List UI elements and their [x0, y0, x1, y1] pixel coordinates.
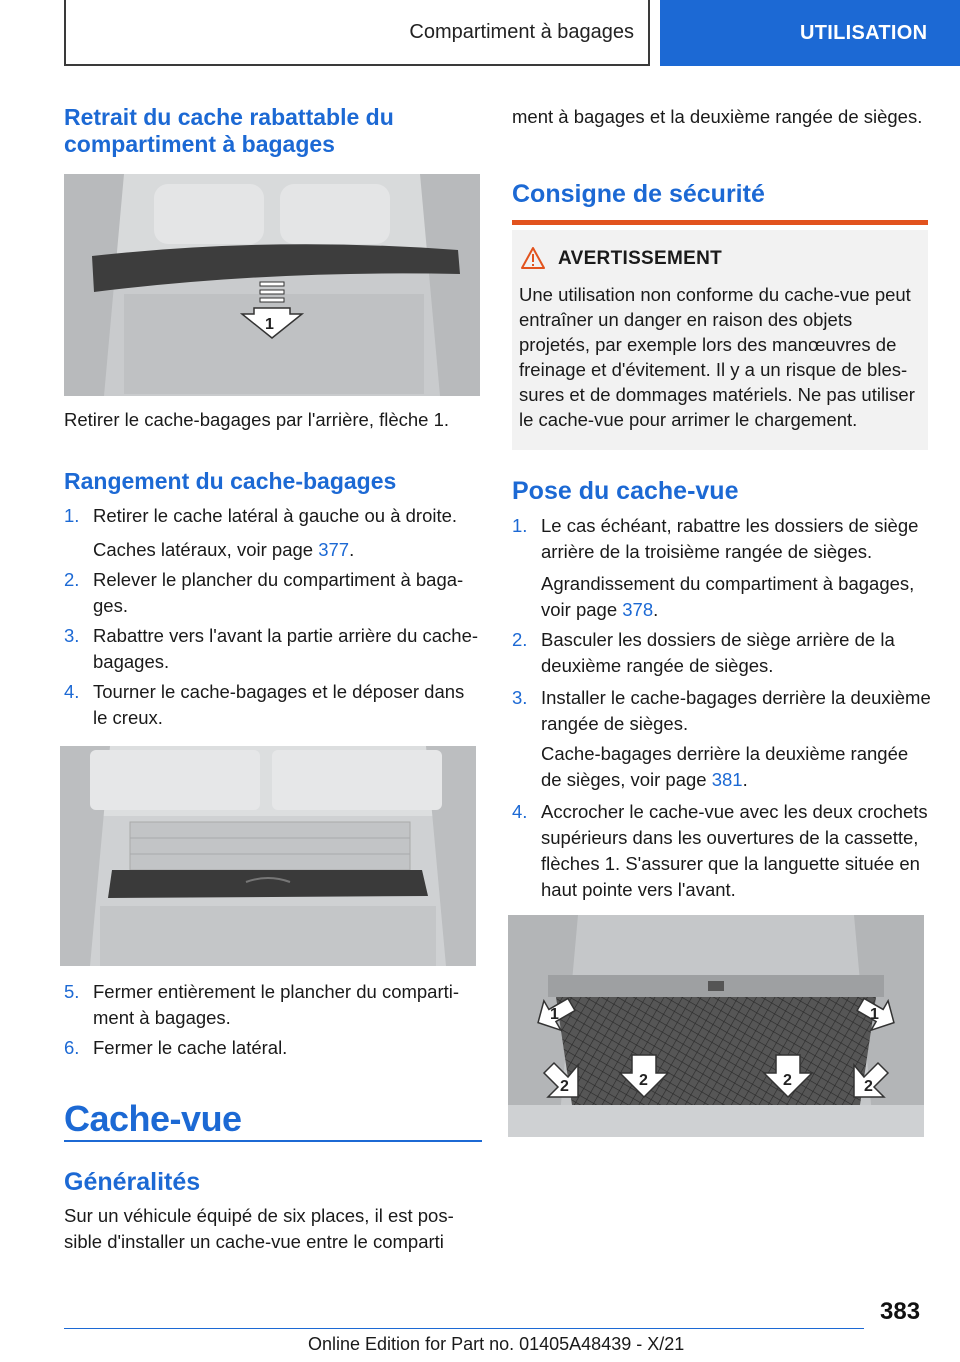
step-number: 3.	[512, 687, 528, 708]
image-callout-2-d: 2	[864, 1078, 873, 1095]
image-callout-1-left: 1	[550, 1006, 559, 1023]
page-number: 383	[880, 1298, 921, 1325]
step-text: Basculer les dossiers de siège arrière de la deuxième rangée de sièges.	[541, 629, 895, 676]
step-note-text: Agrandissement du compartiment à bagages, voir page	[541, 573, 915, 620]
step-number: 4.	[64, 681, 80, 702]
step-text: Installer le cache-bagages derrière la deuxième rangée de sièges.	[541, 687, 931, 734]
warning-triangle-icon	[520, 246, 546, 270]
chapter-heading-cache-vue: Cache-vue	[64, 1098, 242, 1139]
list-item	[512, 799, 932, 903]
image-callout-1: 1	[265, 316, 274, 333]
list-item	[512, 685, 932, 737]
step-text: Le cas échéant, rabattre les dossiers de siège arrière de la troisième rangée de sièges.	[541, 515, 919, 562]
list-item	[512, 627, 932, 679]
image-net-installation	[508, 915, 924, 1137]
list-item	[64, 979, 482, 1031]
list-item	[64, 679, 482, 731]
step-text: Tourner le cache-bagages et le déposer dans le creux.	[93, 681, 465, 728]
image-callout-2-c: 2	[560, 1078, 569, 1095]
step-note-text: Cache-bagages derrière la deuxième rangée de sièges, voir page	[541, 743, 909, 790]
step-number: 2.	[64, 569, 80, 590]
list-item	[64, 1035, 482, 1061]
step-note: Agrandissement du compartiment à bagages, voir page 378.	[541, 573, 915, 620]
heading-consigne-securite: Consigne de sécurité	[512, 180, 765, 208]
header-chapter-title: UTILISATION	[800, 21, 928, 44]
header-chapter-tab	[660, 0, 960, 66]
step-number: 5.	[64, 981, 80, 1002]
list-item	[64, 623, 482, 675]
step-text: Relever le plancher du compartiment à bagages.	[93, 569, 464, 616]
warning-title: AVERTISSEMENT	[558, 248, 723, 269]
warning-bar	[512, 220, 928, 225]
continued-text: ment à bagages et la deuxième rangée de sièges.	[512, 106, 923, 127]
step-number: 3.	[64, 625, 80, 646]
warning-text: Une utilisation non conforme du cache-vue peut entraîner un danger en raison des objets projetés, par exemple lors des manœuvres de freinage et d'évitement. Il y a un risque de blessures et de dommages matériels. Ne pas utiliser le cache-vue pour arrimer le chargement.	[519, 284, 915, 430]
page-reference-link[interactable]: 381	[711, 769, 743, 790]
image-callout-2-a: 2	[639, 1072, 648, 1089]
footer-edition: Online Edition for Part no. 01405A48439 - X/21	[308, 1334, 685, 1354]
step-number: 2.	[512, 629, 528, 650]
step-text: Accrocher le cache-vue avec les deux crochets supérieurs dans les ouvertures de la cassette, flèches 1. S'assurer que la languette située en haut pointe vers l'avant.	[541, 801, 928, 900]
step-note: Cache-bagages derrière la deuxième rangée de sièges, voir page 381.	[541, 743, 909, 790]
header-section-title: Compartiment à bagages	[409, 20, 634, 43]
heading-pose: Pose du cache-vue	[512, 477, 739, 505]
page-reference-link[interactable]: 378	[622, 599, 654, 620]
footer-rule	[64, 1328, 864, 1329]
image-trunk-cover-storage	[60, 746, 476, 966]
page-reference-link[interactable]: 377	[318, 539, 350, 560]
step-text: Fermer entièrement le plancher du compartiment à bagages.	[93, 981, 460, 1028]
image-trunk-cover-removal	[64, 174, 480, 396]
list-item	[512, 513, 932, 565]
step-number: 1.	[64, 505, 80, 526]
heading-generalites: Généralités	[64, 1168, 201, 1196]
step-note: Caches latéraux, voir page 377.	[93, 539, 355, 560]
header-section-box	[64, 0, 650, 66]
generalites-text: Sur un véhicule équipé de six places, il est possible d'installer un cache-vue entre le comparti	[64, 1205, 454, 1252]
list-item	[64, 503, 482, 529]
image-callout-2-b: 2	[783, 1072, 792, 1089]
step-text: Rabattre vers l'avant la partie arrière du cache-bagages.	[93, 625, 479, 672]
step-number: 4.	[512, 801, 528, 822]
step-text: Retirer le cache latéral à gauche ou à droite.	[93, 505, 458, 526]
heading-retrait: Retrait du cache rabattable du compartiment à bagages	[64, 104, 394, 157]
step-note-text: Caches latéraux, voir page	[93, 539, 319, 560]
step-text: Fermer le cache latéral.	[93, 1037, 288, 1058]
heading-rangement: Rangement du cache-bagages	[64, 468, 397, 494]
image-callout-1-right: 1	[870, 1006, 879, 1023]
step-number: 1.	[512, 515, 528, 536]
step-number: 6.	[64, 1037, 80, 1058]
list-item	[64, 567, 482, 619]
heading-underline	[64, 1140, 482, 1142]
caption-removal: Retirer le cache-bagages par l'arrière, flèche 1.	[64, 409, 450, 430]
